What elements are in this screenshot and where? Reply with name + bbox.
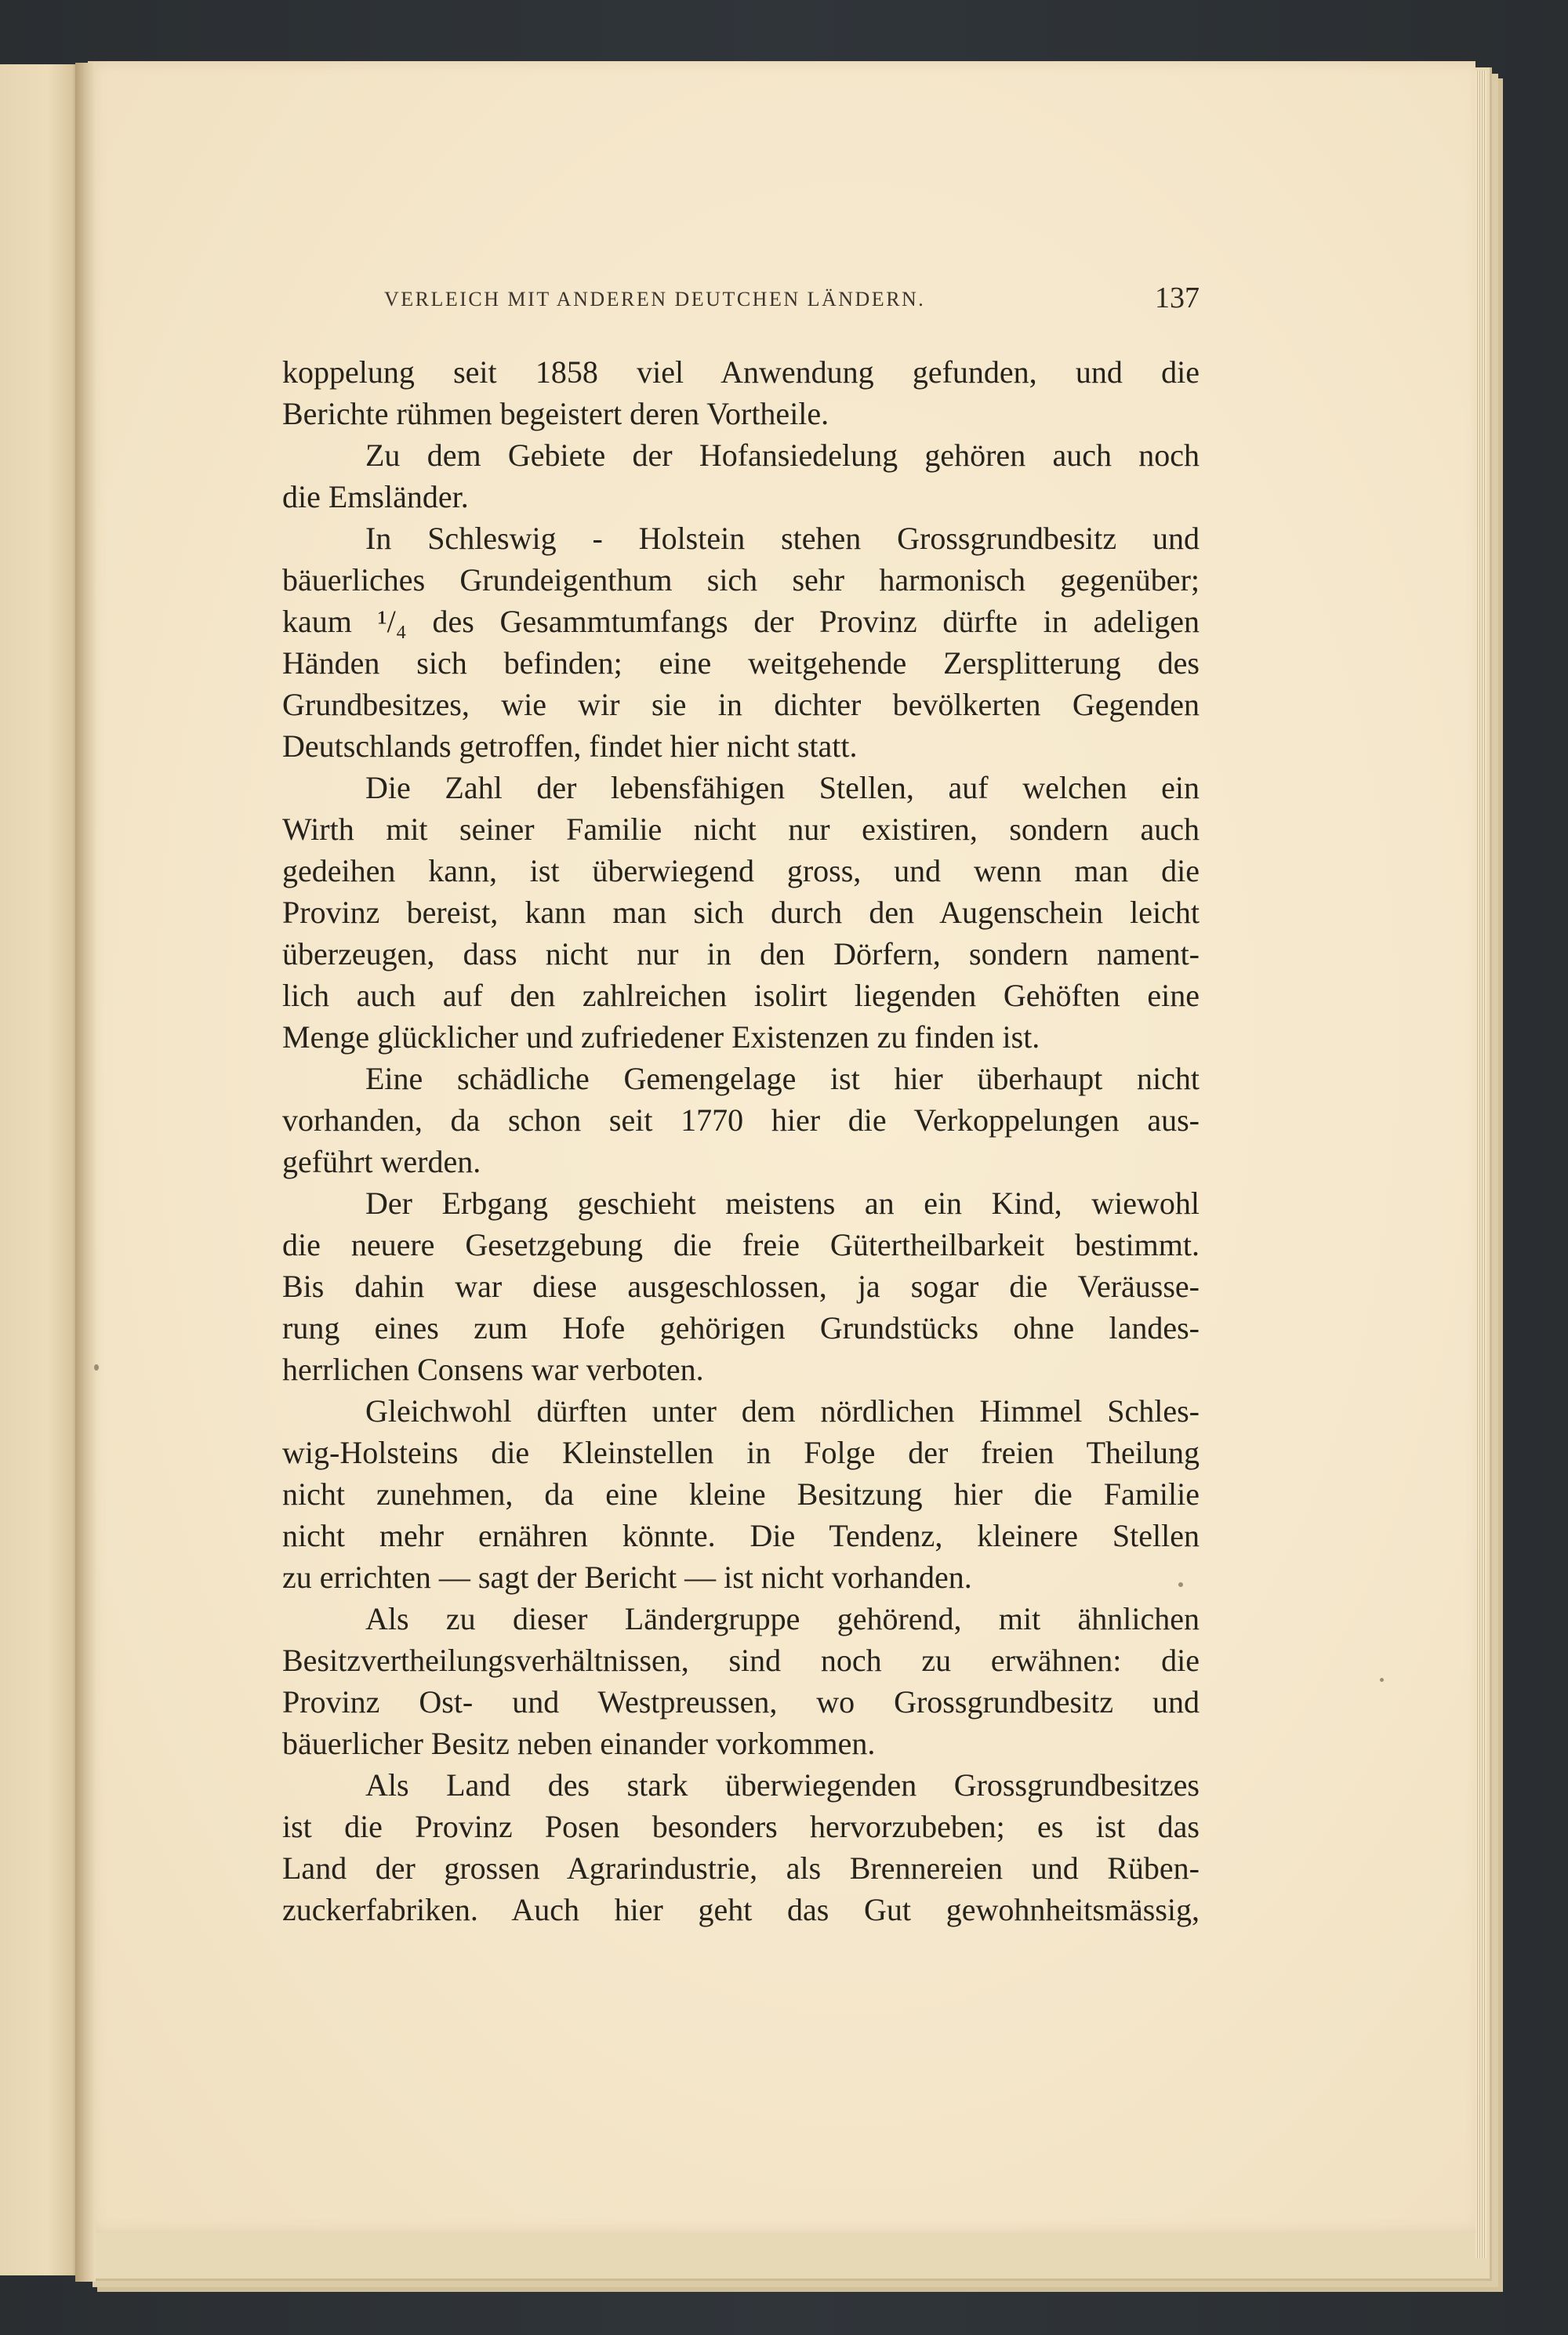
text-line: Provinz bereist, kann man sich durch den Augenschein leicht xyxy=(282,895,1200,930)
text-line: Die Zahl der lebensfähigen Stellen, auf welchen ein xyxy=(365,770,1200,805)
text-line: Als zu dieser Ländergruppe gehörend, mit ähnlichen xyxy=(365,1601,1200,1636)
book-gutter xyxy=(75,63,96,2282)
text-line: nicht zunehmen, da eine kleine Besitzung hier die Familie xyxy=(282,1476,1200,1512)
text-line: Provinz Ost- und Westpreussen, wo Grossgrundbesitz und xyxy=(282,1684,1200,1719)
text-line: geführt werden. xyxy=(282,1144,481,1179)
text-line: Der Erbgang geschieht meistens an ein Kind, wiewohl xyxy=(365,1186,1200,1221)
text-line: überzeugen, dass nicht nur in den Dörfern, sondern nament- xyxy=(282,936,1200,971)
text-line: die Emsländer. xyxy=(282,479,469,514)
text-line: ist die Provinz Posen besonders hervorzubeben; es ist das xyxy=(282,1809,1200,1844)
body-text xyxy=(282,351,1200,1930)
text-line: bäuerlicher Besitz neben einander vorkommen. xyxy=(282,1726,876,1761)
text-line: zuckerfabriken. Auch hier geht das Gut gewohnheitsmässig, xyxy=(282,1892,1200,1927)
text-line: die neuere Gesetzgebung die freie Gütertheilbarkeit bestimmt. xyxy=(282,1227,1200,1262)
paper-speck xyxy=(1178,1582,1183,1587)
text-line: Zu dem Gebiete der Hofansiedelung gehören auch noch xyxy=(365,438,1200,473)
running-head: VERLEICH MIT ANDEREN DEUTCHEN LÄNDERN. xyxy=(384,288,926,310)
paper-speck xyxy=(94,1364,99,1371)
text-line: Wirth mit seiner Familie nicht nur existiren, sondern auch xyxy=(282,812,1200,847)
text-line: lich auch auf den zahlreichen isolirt liegenden Gehöften eine xyxy=(282,978,1200,1013)
text-line: vorhanden, da schon seit 1770 hier die Verkoppelungen aus- xyxy=(282,1102,1200,1138)
text-line: Eine schädliche Gemengelage ist hier überhaupt nicht xyxy=(365,1061,1200,1096)
text-line: herrlichen Consens war verboten. xyxy=(282,1352,704,1387)
text-line: koppelung seit 1858 viel Anwendung gefunden, und die xyxy=(282,354,1200,390)
page-number: 137 xyxy=(1155,281,1200,314)
text-line: Bis dahin war diese ausgeschlossen, ja sogar die Veräusse- xyxy=(282,1269,1200,1304)
text-line: Deutschlands getroffen, findet hier nicht statt. xyxy=(282,728,858,764)
text-line: In Schleswig - Holstein stehen Grossgrundbesitz und xyxy=(365,521,1200,556)
text-line: bäuerliches Grundeigenthum sich sehr harmonisch gegenüber; xyxy=(282,562,1200,597)
text-line: Händen sich befinden; eine weitgehende Zersplitterung des xyxy=(282,645,1200,681)
page-fore-edge xyxy=(1475,71,1486,2258)
text-line: Besitzvertheilungsverhältnissen, sind noch zu erwähnen: die xyxy=(282,1643,1200,1678)
text-line: rung eines zum Hofe gehörigen Grundstücks ohne landes- xyxy=(282,1310,1200,1345)
text-line: Berichte rühmen begeistert deren Vortheile. xyxy=(282,396,829,431)
text-line: Land der grossen Agrarindustrie, als Brennereien und Rüben- xyxy=(282,1850,1200,1886)
text-line: kaum ¹/₄ des Gesammtumfangs der Provinz dürfte in adeligen xyxy=(282,604,1200,639)
text-line: zu errichten — sagt der Bericht — ist nicht vorhanden. xyxy=(282,1560,972,1595)
text-line: Grundbesitzes, wie wir sie in dichter bevölkerten Gegenden xyxy=(282,687,1200,722)
text-line: gedeihen kann, ist überwiegend gross, und wenn man die xyxy=(282,853,1200,888)
text-line: Gleichwohl dürften unter dem nördlichen Himmel Schles- xyxy=(365,1393,1200,1429)
text-line: Als Land des stark überwiegenden Grossgrundbesitzes xyxy=(365,1767,1200,1803)
facing-page-edge xyxy=(0,64,78,2275)
text-line: Menge glücklicher und zufriedener Existenzen zu finden ist. xyxy=(282,1019,1040,1055)
text-line: wig-Holsteins die Kleinstellen in Folge der freien Theilung xyxy=(282,1435,1200,1470)
text-line: nicht mehr ernähren könnte. Die Tendenz, kleinere Stellen xyxy=(282,1518,1200,1553)
paper-speck xyxy=(1380,1678,1384,1682)
